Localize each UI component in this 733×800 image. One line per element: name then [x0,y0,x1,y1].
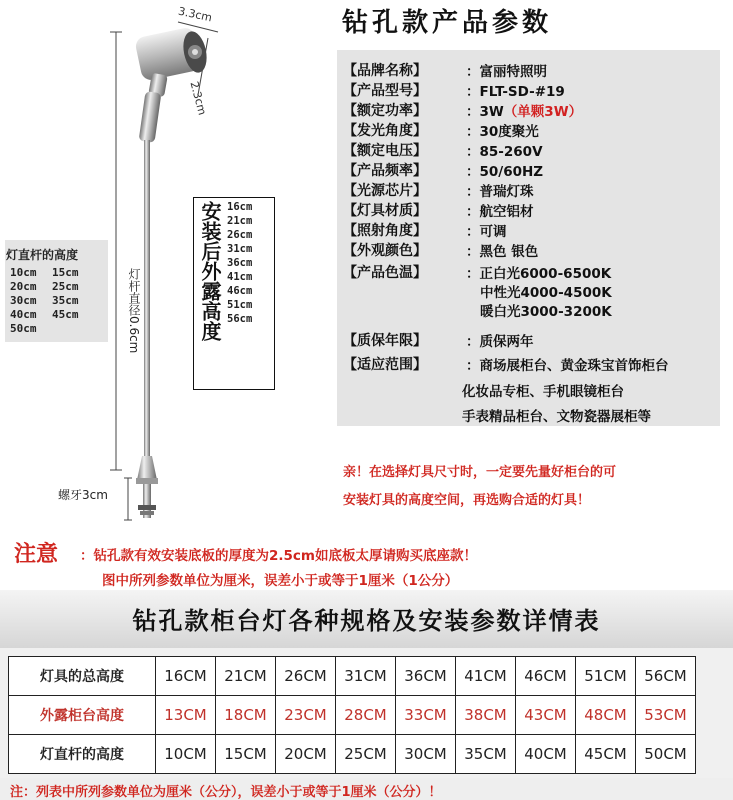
head-height-label: 2.3cm [187,80,209,117]
table-cell: 38CM [456,696,516,735]
param-value: ：航空铝材 [466,204,534,220]
param-value: ：质保两年 [466,334,534,350]
table-cell: 18CM [216,696,276,735]
param-value-extra: 中性光4000-4500K [480,285,612,301]
param-label: 【产品型号】 [343,83,427,99]
table-cell: 13CM [156,696,216,735]
table-cell: 20CM [276,735,336,774]
param-value: ：富丽特照明 [466,64,547,80]
param-value: ：正白光6000-6500K [466,266,612,282]
table-cell: 15CM [216,735,276,774]
exposed-heights-title: 安装后外露高度 [198,201,222,341]
note-label: 注意 [14,542,59,567]
rod-height-value: 50cm [10,322,37,335]
rod-height-value: 15cm [52,266,79,279]
table-cell: 56CM [636,657,696,696]
param-value-extra: 手表精品柜台、文物瓷器展柜等 [462,409,651,425]
param-value: ：FLT-SD-#19 [466,84,565,100]
lamp-rod [144,140,150,456]
lamp-head [134,26,210,82]
table-cell: 26CM [276,657,336,696]
rod-height-value: 20cm [10,280,37,293]
param-value: ：50/60HZ [466,164,544,180]
rod-diameter-label: 灯杆直径0.6cm [127,268,141,354]
table-cell: 40CM [516,735,576,774]
rod-height-value: 10cm [10,266,37,279]
table-cell: 45CM [576,735,636,774]
param-value: ：85-260V [466,144,543,160]
param-label: 【发光角度】 [343,123,427,139]
table-cell: 53CM [636,696,696,735]
exposed-height-value: 46cm [227,285,253,297]
param-value-extra: 化妆品专柜、手机眼镜柜台 [462,384,624,400]
param-label: 【产品色温】 [343,265,427,281]
table-cell: 36CM [396,657,456,696]
spec-table [8,656,696,774]
param-value: ：可调 [466,224,507,240]
measure-tip-line: 安装灯具的高度空间，再选购合适的灯具！ [343,493,591,508]
rod-height-value: 25cm [52,280,79,293]
rod-heights-title: 灯直杆的高度 [6,248,79,262]
table-cell: 28CM [336,696,396,735]
table-cell: 31CM [336,657,396,696]
rod-height-value: 45cm [52,308,79,321]
note-line: ：钻孔款有效安装底板的厚度为2.5cm如底板太厚请购买底座款！ [80,548,477,564]
table-cell: 23CM [276,696,336,735]
note-line: 图中所列参数单位为厘米，误差小于或等于1厘米（1公分） [102,573,459,589]
exposed-height-value: 21cm [227,215,253,227]
table-row [9,735,696,774]
page-title: 钻孔款产品参数 [342,8,553,38]
param-value: ：30度聚光 [466,124,539,140]
param-value: ：普瑞灯珠 [466,184,534,200]
exposed-height-value: 51cm [227,299,253,311]
row-header: 灯具的总高度 [9,657,156,696]
table-cell: 10CM [156,735,216,774]
table-cell: 50CM [636,735,696,774]
row-header: 外露柜台高度 [9,696,156,735]
exposed-height-value: 31cm [227,243,253,255]
footer-note: 注：列表中所列参数单位为厘米（公分），误差小于或等于1厘米（公分）！ [10,785,442,800]
exposed-height-value: 26cm [227,229,253,241]
row-header: 灯直杆的高度 [9,735,156,774]
measure-tip-line: 亲！在选择灯具尺寸时，一定要先量好柜台的可 [343,465,617,480]
exposed-height-value: 16cm [227,201,253,213]
head-width-label: 3.3cm [177,4,214,25]
param-label: 【额定功率】 [343,103,427,119]
table-cell: 33CM [396,696,456,735]
exposed-height-value: 56cm [227,313,253,325]
param-label: 【适应范围】 [343,357,427,373]
table-cell: 48CM [576,696,636,735]
table-row [9,657,696,696]
param-value [466,100,582,120]
rod-height-value: 30cm [10,294,37,307]
table-cell: 25CM [336,735,396,774]
table-cell: 16CM [156,657,216,696]
table-cell: 21CM [216,657,276,696]
table-cell: 30CM [396,735,456,774]
exposed-height-value: 41cm [227,271,253,283]
table-cell: 41CM [456,657,516,696]
param-label: 【品牌名称】 [343,63,427,79]
table-cell: 35CM [456,735,516,774]
param-label: 【额定电压】 [343,143,427,159]
param-value: ：商场展柜台、黄金珠宝首饰柜台 [466,358,669,374]
param-label: 【照射角度】 [343,223,427,239]
rod-height-value: 40cm [10,308,37,321]
param-value-extra: 暖白光3000-3200K [480,304,612,320]
param-value-main: ：3W [466,104,504,120]
table-cell: 51CM [576,657,636,696]
param-value-highlight: （单颗3W） [503,104,583,120]
rod-height-value: 35cm [52,294,79,307]
param-label: 【质保年限】 [343,333,427,349]
param-label: 【光源芯片】 [343,183,427,199]
thread-length-label: 螺牙3cm [58,488,108,502]
param-label: 【产品频率】 [343,163,427,179]
table-cell: 46CM [516,657,576,696]
param-label: 【外观颜色】 [343,243,427,259]
table-cell: 43CM [516,696,576,735]
param-value: ：黑色 银色 [466,244,539,260]
param-label: 【灯具材质】 [343,203,427,219]
table-row [9,696,696,735]
exposed-height-value: 36cm [227,257,253,269]
table-title: 钻孔款柜台灯各种规格及安装参数详情表 [132,607,601,635]
